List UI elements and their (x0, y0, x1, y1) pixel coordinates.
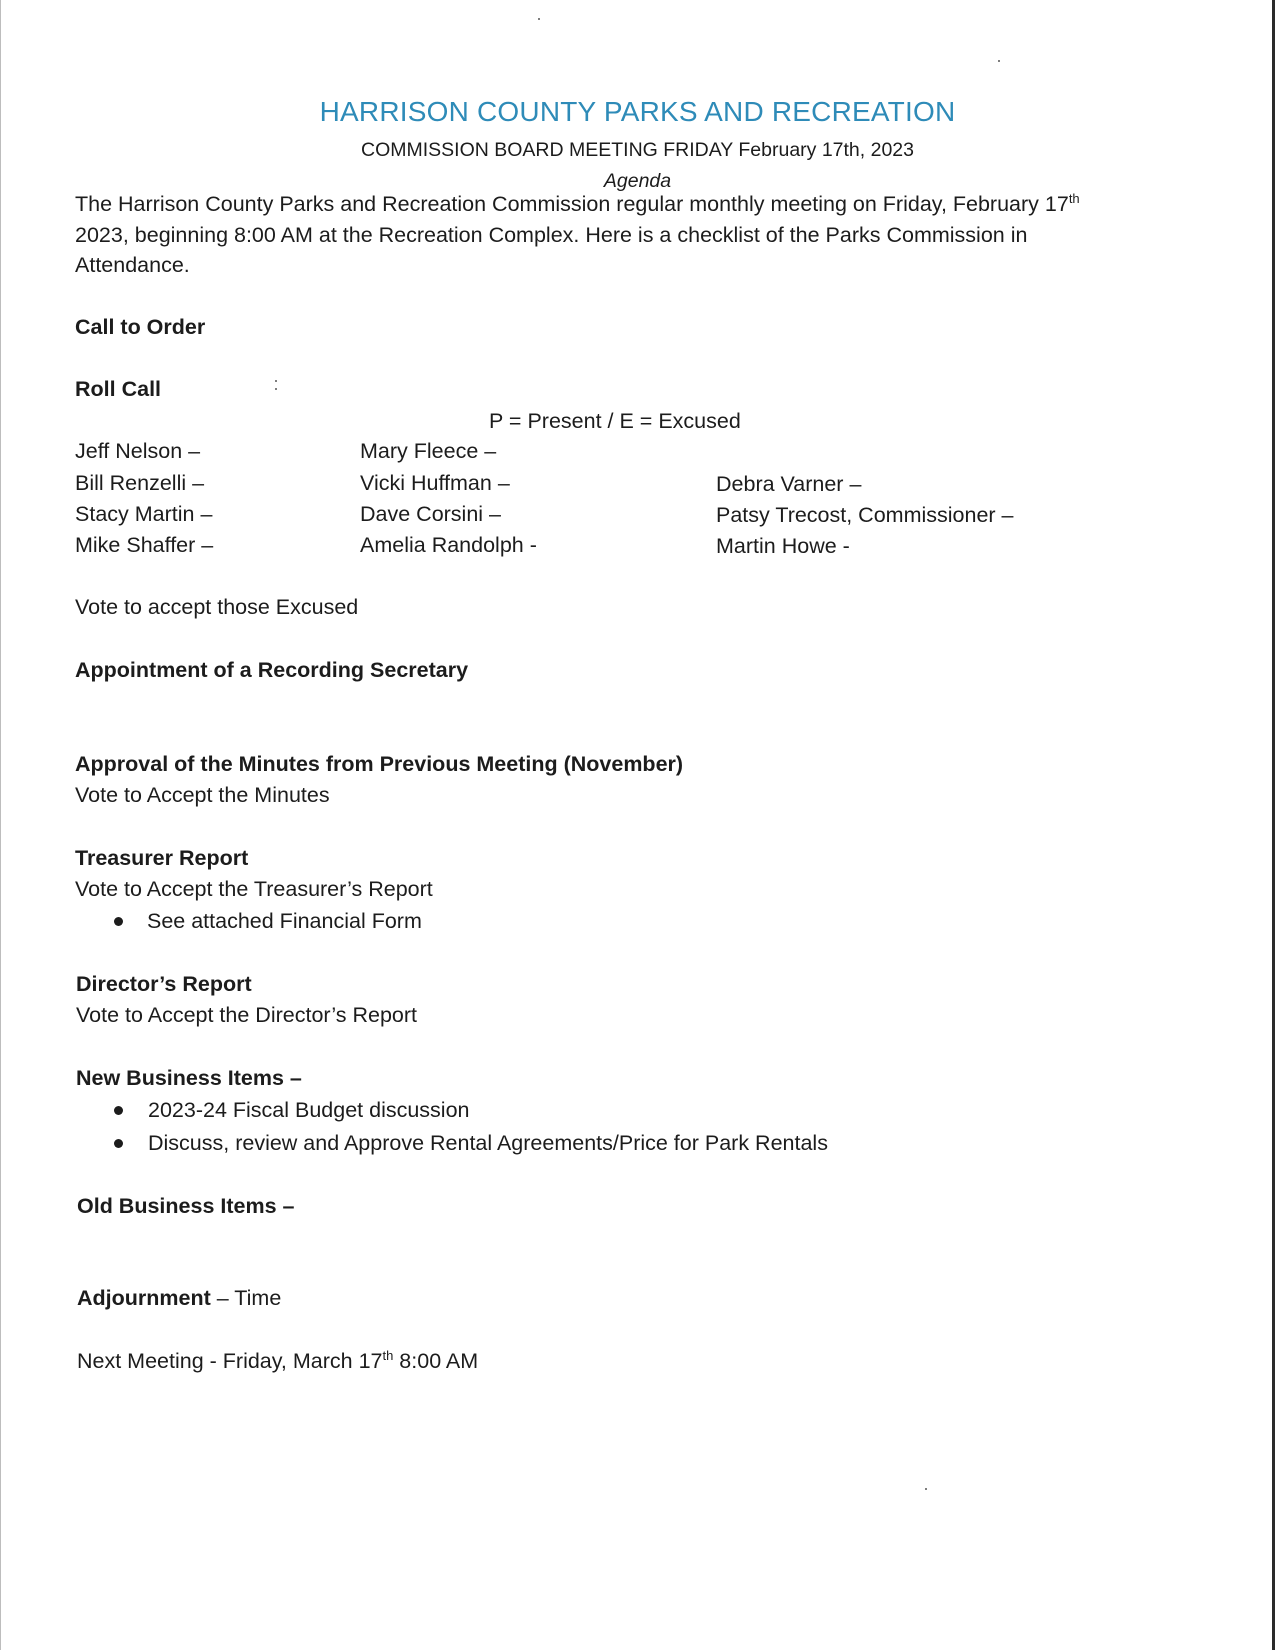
scan-speck (998, 60, 1000, 62)
bullet-icon (114, 1106, 123, 1115)
minutes-heading: Approval of the Minutes from Previous Meeting (November) (75, 752, 684, 776)
vote-excused: Vote to accept those Excused (75, 595, 359, 619)
treasurer-vote: Vote to Accept the Treasurer’s Report (75, 877, 433, 901)
document-subtitle: COMMISSION BOARD MEETING FRIDAY February 17th, 2023 (360, 139, 914, 161)
roll-call-member: Martin Howe - (716, 534, 850, 558)
document-title: HARRISON COUNTY PARKS AND RECREATION (319, 96, 956, 127)
roll-call-member: Jeff Nelson – (75, 439, 201, 463)
recording-secretary-heading: Appointment of a Recording Secretary (75, 658, 469, 682)
intro-line-2: 2023, beginning 8:00 AM at the Recreation Complex. Here is a checklist of the Parks Commission in (75, 223, 1028, 247)
roll-call-member: Debra Varner – (716, 472, 862, 496)
adjournment-line (77, 1288, 281, 1310)
next-meeting-text: Next Meeting - Friday, March 17 (77, 1349, 383, 1373)
roll-call-member: Vicki Huffman – (360, 471, 510, 495)
scan-speck (275, 380, 277, 382)
document-type-label: Agenda (603, 170, 672, 192)
roll-call-member: Patsy Trecost, Commissioner – (716, 503, 1014, 527)
next-meeting-ordinal-suffix: th (382, 1348, 394, 1363)
roll-call-member: Mike Shaffer – (75, 533, 214, 557)
roll-call-member: Mary Fleece – (360, 439, 497, 463)
call-to-order-heading: Call to Order (75, 315, 206, 339)
roll-call-member: Amelia Randolph - (360, 533, 537, 557)
director-heading: Director’s Report (76, 972, 252, 996)
treasurer-bullet: See attached Financial Form (147, 909, 422, 933)
old-business-heading: Old Business Items – (77, 1194, 295, 1218)
scan-speck (925, 1488, 927, 1490)
intro-line-3: Attendance. (75, 253, 190, 277)
roll-call-member: Bill Renzelli – (75, 471, 205, 495)
intro-ordinal-suffix: th (1068, 191, 1080, 206)
adjournment-heading: Adjournment (77, 1286, 211, 1310)
scan-speck (538, 18, 540, 20)
treasurer-heading: Treasurer Report (75, 846, 249, 870)
minutes-vote: Vote to Accept the Minutes (75, 783, 330, 807)
next-meeting-time: 8:00 AM (393, 1349, 479, 1373)
attendance-legend: P = Present / E = Excused (489, 409, 741, 433)
new-business-heading: New Business Items – (76, 1066, 302, 1090)
director-vote: Vote to Accept the Director’s Report (76, 1003, 417, 1027)
new-business-bullet: Discuss, review and Approve Rental Agreements/Price for Park Rentals (148, 1131, 828, 1155)
roll-call-member: Stacy Martin – (75, 502, 213, 526)
next-meeting-line (77, 1348, 479, 1373)
bullet-icon (114, 917, 123, 926)
bullet-icon (114, 1139, 123, 1148)
adjournment-time: – Time (210, 1286, 282, 1310)
new-business-bullet: 2023-24 Fiscal Budget discussion (148, 1098, 470, 1122)
roll-call-heading: Roll Call (75, 377, 162, 401)
scan-edge-left (0, 0, 1, 1650)
intro-line-1 (75, 191, 1080, 216)
scan-speck (275, 388, 277, 390)
intro-line-1-text: The Harrison County Parks and Recreation Commission regular monthly meeting on Friday, February 17 (75, 192, 1069, 216)
roll-call-member: Dave Corsini – (360, 502, 501, 526)
